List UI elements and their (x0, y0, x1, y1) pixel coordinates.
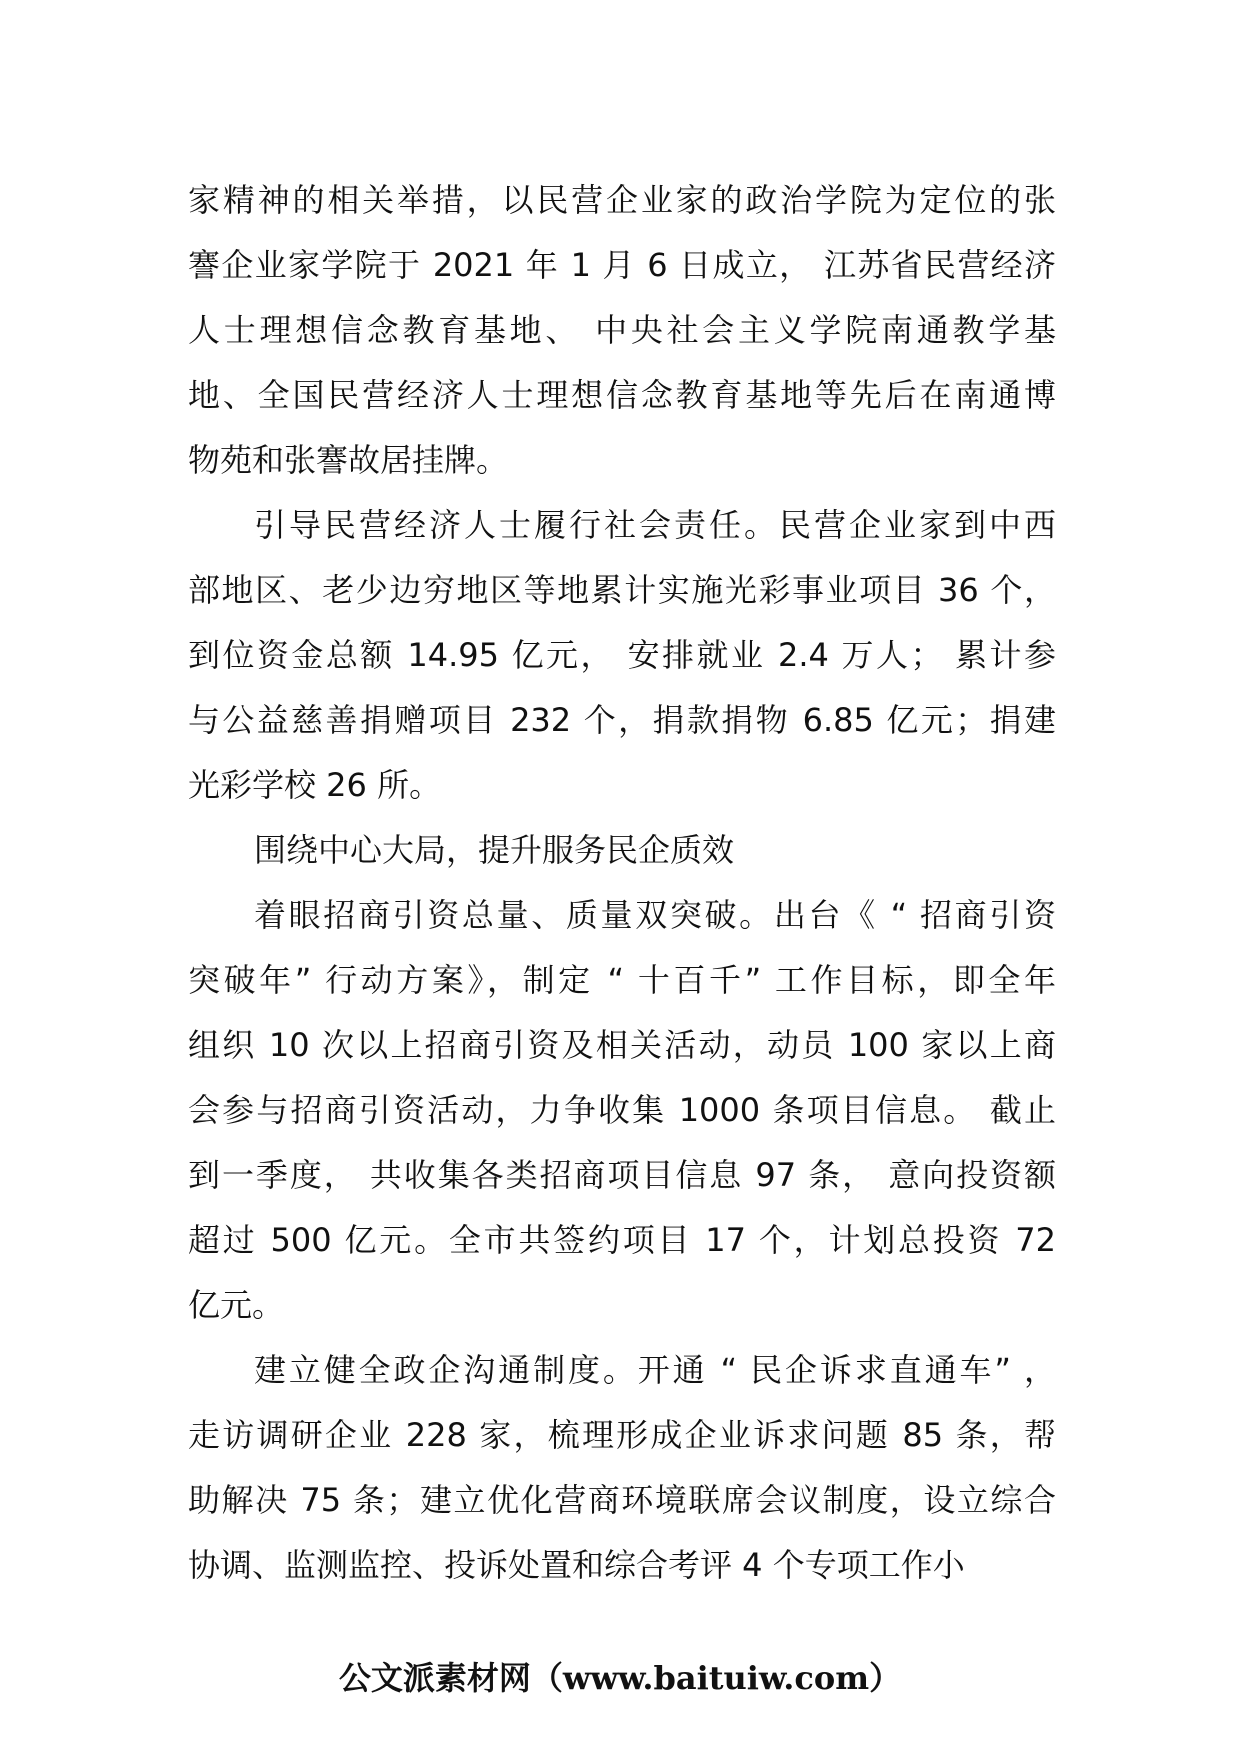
text-line: 着眼招商引资总量、质量双突破。出台《 “ 招商引资 (254, 896, 1056, 934)
text-line: 走访调研企业 228 家，梳理形成企业诉求问题 85 条，帮 (188, 1416, 1056, 1454)
text-line: 到位资金总额 14.95 亿元， 安排就业 2.4 万人； 累计参 (188, 636, 1056, 674)
text-line: 謇企业家学院于 2021 年 1 月 6 日成立， 江苏省民营经济 (188, 246, 1056, 284)
text-line: 建立健全政企沟通制度。开通 “ 民企诉求直通车” ， (254, 1351, 1056, 1389)
footer-watermark: 公文派素材网（www.baituiw.com） (338, 1659, 902, 1697)
section-heading (188, 818, 1056, 883)
text-line: 到一季度， 共收集各类招商项目信息 97 条， 意向投资额 (188, 1156, 1056, 1194)
text-line: 突破年” 行动方案》，制定 “ 十百千” 工作目标，即全年 (188, 961, 1056, 999)
text-line: 物苑和张謇故居挂牌。 (188, 441, 509, 479)
text-line: 与公益慈善捐赠项目 232 个，捐款捐物 6.85 亿元；捐建 (188, 701, 1056, 739)
paragraph (188, 1338, 1056, 1598)
text-line: 亿元。 (188, 1286, 285, 1324)
text-line: 部地区、老少边穷地区等地累计实施光彩事业项目 36 个， (188, 571, 1056, 609)
text-line: 协调、监测监控、投诉处置和综合考评 4 个专项工作小 (188, 1546, 965, 1584)
text-line: 光彩学校 26 所。 (188, 766, 442, 804)
text-line: 引导民营经济人士履行社会责任。民营企业家到中西 (254, 506, 1056, 544)
text-line: 会参与招商引资活动，力争收集 1000 条项目信息。 截止 (188, 1091, 1056, 1129)
text-line: 助解决 75 条；建立优化营商环境联席会议制度，设立综合 (188, 1481, 1056, 1519)
paragraph (188, 168, 1056, 493)
document-body (188, 168, 1056, 1598)
text-line: 地、全国民营经济人士理想信念教育基地等先后在南通博 (188, 376, 1056, 414)
paragraph (188, 493, 1056, 818)
text-line: 人士理想信念教育基地、 中央社会主义学院南通教学基 (188, 311, 1056, 349)
text-line: 组织 10 次以上招商引资及相关活动，动员 100 家以上商 (188, 1026, 1056, 1064)
text-line: 家精神的相关举措，以民营企业家的政治学院为定位的张 (188, 181, 1056, 219)
paragraph (188, 883, 1056, 1338)
text-line: 围绕中心大局，提升服务民企质效 (254, 831, 735, 869)
text-line: 超过 500 亿元。全市共签约项目 17 个，计划总投资 72 (188, 1221, 1056, 1259)
